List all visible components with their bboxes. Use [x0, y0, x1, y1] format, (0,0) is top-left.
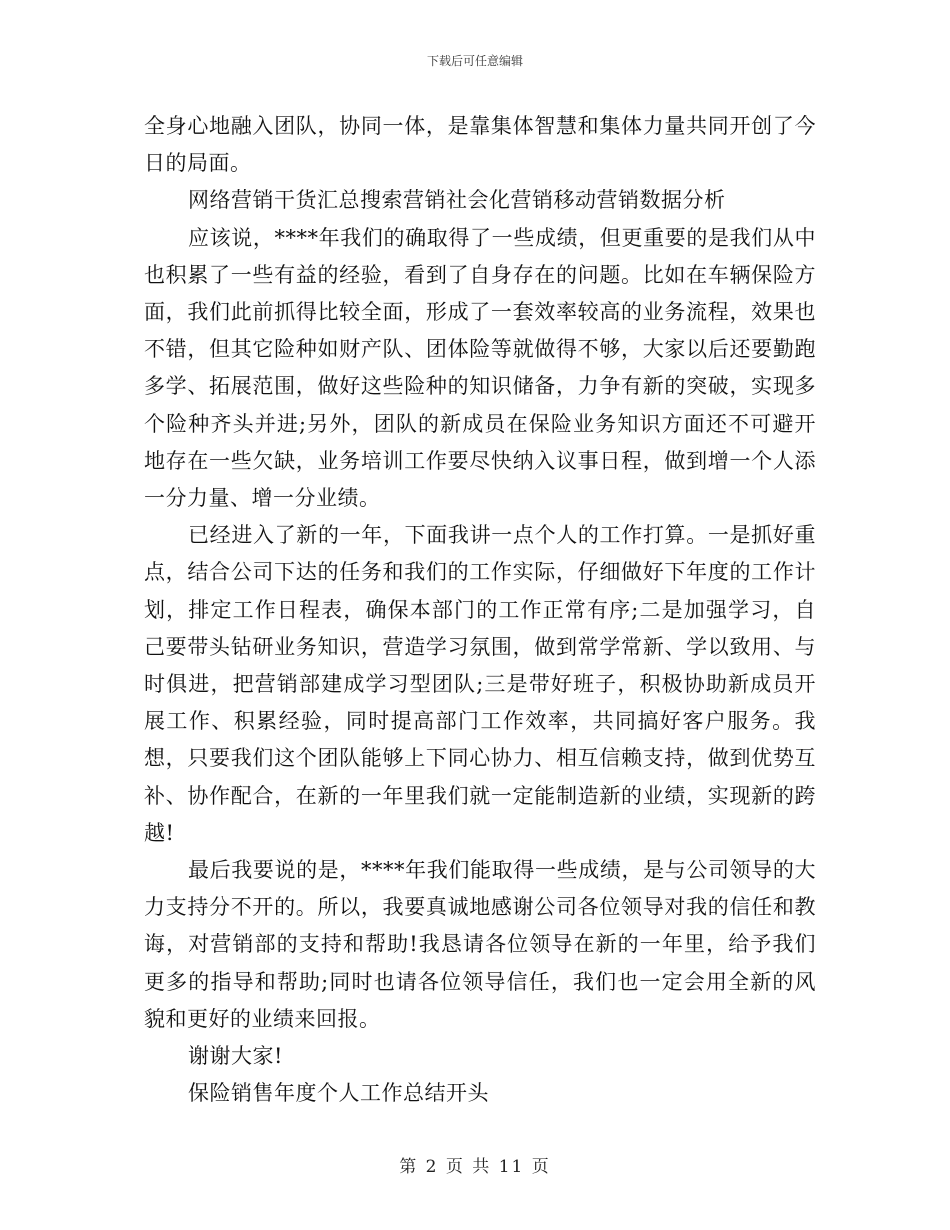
paragraph: 网络营销干货汇总搜索营销社会化营销移动营销数据分析 — [188, 188, 726, 213]
paragraph: 保险销售年度个人工作总结开头 — [188, 1081, 489, 1106]
document-body — [144, 108, 816, 1112]
paragraph: 已经进入了新的一年，下面我讲一点个人的工作打算。一是抓好重点，结合公司下达的任务和我们的工作实际，仔细做好下年度的工作计划，排定工作日程表，确保本部门的工作正常有序;二是加强学习，自己要带头钻研业务知识，营造学习氛围，做到常学常新、学以致用、与时俱进，把营销部建成学习型团队;三是带好班子，积极协助新成员开展工作、积累经验，同时提高部门工作效率，共同搞好客户服务。我想，只要我们这个团队能够上下同心协力、相互信赖支持，做到优势互补、协作配合，在新的一年里我们就一定能制造新的业绩，实现新的跨越! — [144, 523, 816, 845]
paragraph: 应该说，****年我们的确取得了一些成绩，但更重要的是我们从中也积累了一些有益的经验，看到了自身存在的问题。比如在车辆保险方面，我们此前抓得比较全面，形成了一套效率较高的业务流程，效果也不错，但其它险种如财产队、团体险等就做得不够，大家以后还要勤跑多学、拓展范围，做好这些险种的知识储备，力争有新的突破，实现多个险种齐头并进;另外，团队的新成员在保险业务知识方面还不可避开地存在一些欠缺，业务培训工作要尽快纳入议事日程，做到增一个人添一分力量、增一分业绩。 — [144, 225, 816, 511]
paragraph: 最后我要说的是，****年我们能取得一些成绩，是与公司领导的大力支持分不开的。所以，我要真诚地感谢公司各位领导对我的信任和教诲，对营销部的支持和帮助!我恳请各位领导在新的一年里，给予我们更多的指导和帮助;同时也请各位领导信任，我们也一定会用全新的风貌和更好的业绩来回报。 — [144, 858, 816, 1031]
page-footer: 第 2 页 共 11 页 — [399, 1157, 551, 1177]
page-header: 下载后可任意编辑 — [426, 54, 523, 68]
paragraph: 全身心地融入团队，协同一体，是靠集体智慧和集体力量共同开创了今日的局面。 — [144, 114, 816, 176]
paragraph: 谢谢大家! — [188, 1044, 283, 1069]
